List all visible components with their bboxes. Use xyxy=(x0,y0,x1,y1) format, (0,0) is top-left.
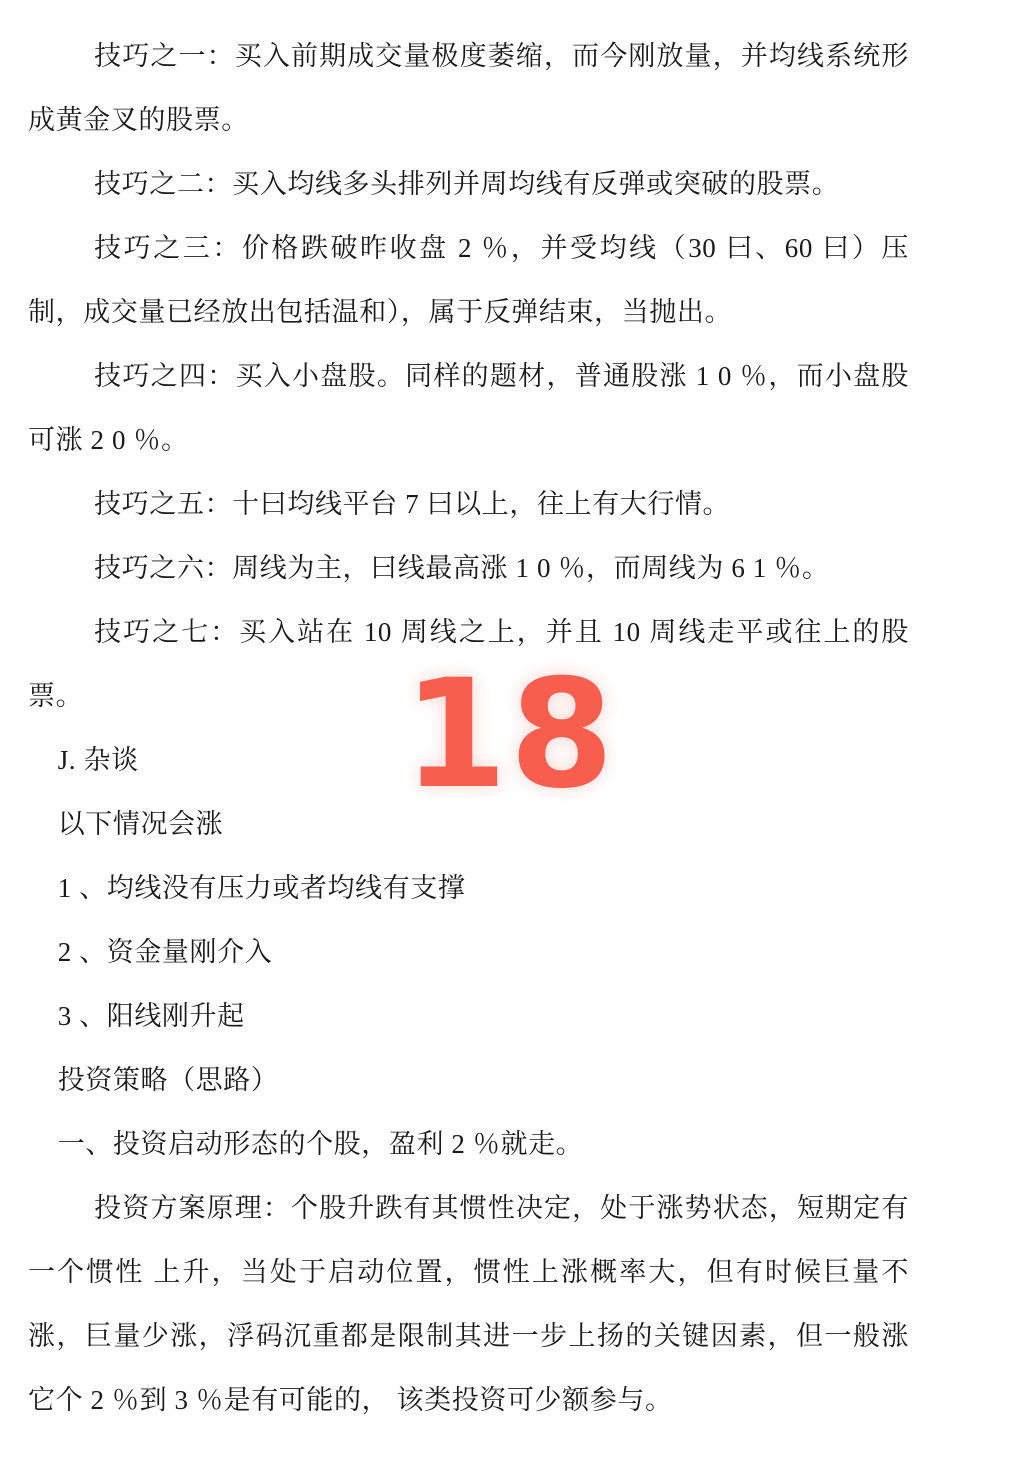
paragraph-rise-2: 2 、资金量刚介入 xyxy=(57,937,273,967)
paragraph-strategy-title: 投资策略（思路） xyxy=(57,1065,279,1095)
paragraph-rise-1: 1 、均线没有压力或者均线有支撑 xyxy=(57,873,466,903)
paragraph-tip-1: 技巧之一：买入前期成交量极度萎缩，而今刚放量，并均线系统形成黄金叉的股票。 xyxy=(28,41,909,135)
paragraph-rise-intro: 以下情况会涨 xyxy=(57,809,224,839)
paragraph-rise-3: 3 、阳线刚升起 xyxy=(57,1001,245,1031)
paragraph-tip-3: 技巧之三：价格跌破昨收盘 2 ％，并受均线（30 曰、60 曰）压制，成交量已经放出包括温和），属于反弹结束，当抛出。 xyxy=(28,233,909,327)
paragraph-tip-7: 技巧之七：买入站在 10 周线之上，并且 10 周线走平或往上的股票。 xyxy=(28,617,909,711)
paragraph-tip-2: 技巧之二：买入均线多头排列并周均线有反弹或突破的股票。 xyxy=(94,169,840,199)
paragraph-strategy-principle: 投资方案原理：个股升跌有其惯性决定，处于涨势状态，短期定有一个惯性 上升，当处于启动位置，惯性上涨概率大，但有时候巨量不涨，巨量少涨，浮码沉重都是限制其进一步上扬的关键因素，但一般涨它个 2 ％到 3 ％是有可能的， 该类投资可少额参与。 xyxy=(28,1193,909,1415)
paragraph-section-j: J. 杂谈 xyxy=(57,745,139,775)
paragraph-strategy-1: 一、投资启动形态的个股，盈利 2 ％就走。 xyxy=(57,1129,584,1159)
paragraph-tip-5: 技巧之五：十曰均线平台 7 曰以上，往上有大行情。 xyxy=(94,489,731,519)
document-body xyxy=(28,24,909,1432)
paragraph-tip-4: 技巧之四：买入小盘股。同样的题材，普通股涨 1 0 ％，而小盘股可涨 2 0 ％。 xyxy=(28,361,909,455)
paragraph-tip-6: 技巧之六：周线为主，曰线最高涨 1 0 ％，而周线为 6 1 ％。 xyxy=(94,553,830,583)
page-number-watermark: 18 xyxy=(403,648,616,822)
